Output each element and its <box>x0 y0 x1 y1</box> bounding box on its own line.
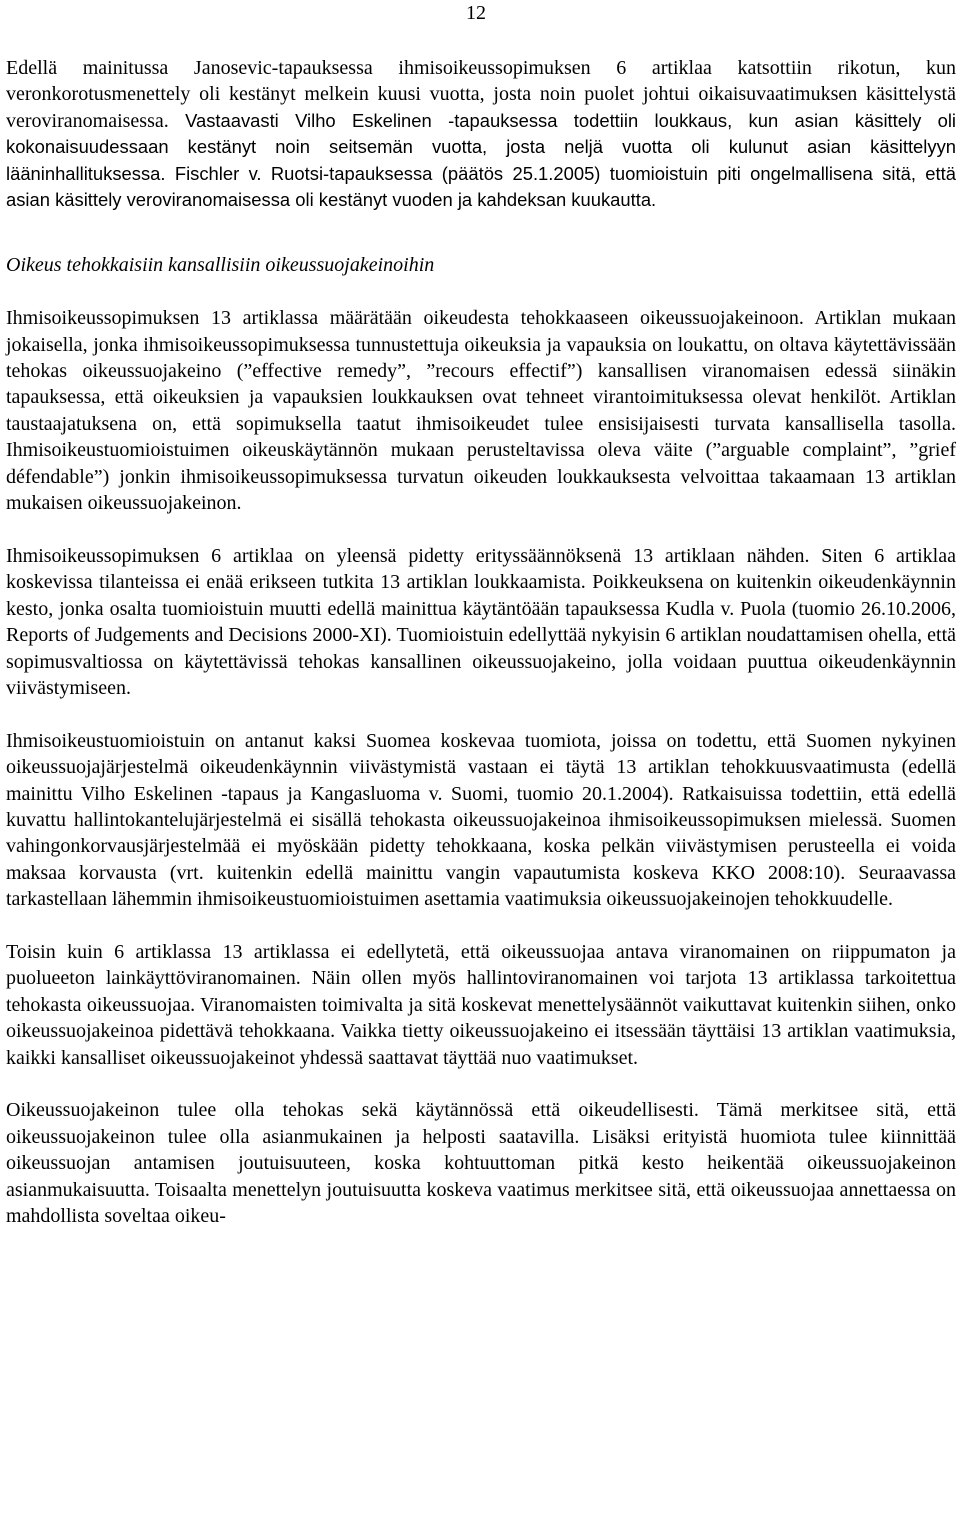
paragraph-5: Toisin kuin 6 artiklassa 13 artiklassa ei edellytetä, että oikeussuojaa antava viranomainen on riippumaton ja puolueeton lainkäyttöviranomainen. Näin ollen myös hallintoviranomainen voi tarjota 13 artiklassa tarkoitettua tehokasta oikeussuojaa. Viranomaisten toimivalta ja sitä koskevat menettelysäännöt vaikuttavat kuitenkin siihen, onko oikeussuojakeinoa pidettävä tehokkaana. Vaikka tietty oikeussuojakeino ei itsessään täyttäisi 13 artiklan vaatimuksia, kaikki kansalliset oikeussuojakeinot yhdessä saattavat täyttää nuo vaatimukset. <box>6 940 956 1069</box>
paragraph-4: Ihmisoikeustuomioistuin on antanut kaksi Suomea koskevaa tuomiota, joissa on todettu, että Suomen nykyinen oikeussuojajärjestelmä oikeudenkäynnin viivästymistä vastaan ei täytä 13 artiklan tehokkuusvaatimusta (edellä mainittu Vilho Eskelinen -tapaus ja Kangasluoma v. Suomi, tuomio 20.1.2004). Ratkaisuissa todettiin, että edellä kuvattu hallintokantelujärjestelmä ei sisällä tehokasta oikeussuojakeinoa ihmisoikeussopimuksen mielessä. Suomen vahingonkorvausjärjestelmää ei myöskään pidetty tehokkaana, koska pelkän viivästymisen perusteella ei voida maksaa korvausta (vrt. kuitenkin edellä mainittu vangin vapautumista koskeva KKO 2008:10). Seuraavassa tarkastellaan lähemmin ihmisoikeustuomioistuimen asettamia vaatimuksia oikeussuojakeinojen tehokkuudelle. <box>6 729 956 911</box>
paragraph-3: Ihmisoikeussopimuksen 6 artiklaa on yleensä pidetty erityssäännöksenä 13 artiklaan nähden. Siten 6 artiklaa koskevissa tilanteissa ei enää erikseen tutkita 13 artiklan loukkaamista. Poikkeuksena on kuitenkin oikeudenkäynnin kesto, jonka osalta tuomioistuin muutti edellä mainittua käytäntöään tapauksessa Kudla v. Puola (tuomio 26.10.2006, Reports of Judgements and Decisions 2000-XI). Tuomioistuin edellyttää nykyisin 6 artiklan noudattamisen ohella, että sopimusvaltiossa on käytettävissä tehokas kansallinen oikeussuojakeino, jolla voidaan puuttua oikeudenkäynnin viivästymiseen. <box>6 544 956 699</box>
paragraph-6: Oikeussuojakeinon tulee olla tehokas sekä käytännössä että oikeudellisesti. Tämä merkitsee sitä, että oikeussuojakeinon tulee olla asianmukainen ja helposti saatavilla. Lisäksi erityistä huomiota tulee kiinnittää oikeussuojan antamisen joutuisuuteen, koska kohtuuttoman pitkä kesto heikentää oikeussuojakeinon asianmukaisuutta. Toisaalta menettelyn joutuisuutta koskeva vaatimus merkitsee sitä, että oikeussuojaa annettaessa on mahdollista soveltaa oikeu- <box>6 1099 956 1227</box>
paragraph-1-part-b: Vastaavasti Vilho Eskelinen -tapauksessa todettiin loukkaus, kun asian käsittely oli kokonaisuudessaan kestänyt noin seitsemän vuotta, josta neljä vuotta oli kulunut asian käsittelyyn lääninhallituksessa. Fischler v. Ruotsi-tapauksessa (päätös 25.1.2005) tuomioistuin piti ongelmallisena sitä, että asian käsittely veroviranomaisessa oli kestänyt vuoden ja kahdeksan kuukautta. <box>6 109 956 211</box>
spacer <box>6 279 956 305</box>
spacer <box>6 213 956 252</box>
section-heading: Oikeus tehokkaisiin kansallisiin oikeussuojakeinoihin <box>6 254 435 277</box>
page-number: 12 <box>466 2 486 24</box>
spacer <box>6 913 956 939</box>
paragraph-1 <box>6 55 956 213</box>
paragraph-2: Ihmisoikeussopimuksen 13 artiklassa määrätään oikeudesta tehokkaaseen oikeussuojakeinoon. Artiklan mukaan jokaisella, jonka ihmisoikeussopimuksessa tunnustettuja oikeuksia ja vapauksia on loukattu, on oltava käytettävissään tehokas oikeussuojakeino (”effective remedy”, ”recours effectif”) kansallisen viranomaisen edessä siinäkin tapauksessa, että oikeuksien ja vapauksien loukkauksen ovat tehneet virantoimituksessa olevat henkilöt. Artiklan taustaajatuksena on, että sopimuksella taatut ihmisoikeudet tulee ensisijaisesti turvata kansallisella tasolla. Ihmisoikeustuomioistuimen oikeuskäytännön mukaan perusteltavissa oleva väite (”arguable complaint”, ”grief défendable”) jonkin ihmisoikeussopimuksessa turvatun oikeuden loukkauksesta velvoittaa takaamaan 13 artiklan mukaisen oikeussuojakeinon. <box>6 307 956 515</box>
spacer <box>6 701 956 727</box>
paragraph-1-part-a: Edellä mainitussa Janosevic-tapauksessa ihmisoikeussopimuksen 6 artiklaa katsottiin rikotun, kun veronkorotusmenettely oli kestänyt melkein kuusi vuotta, josta noin puolet johtui oikaisuvaatimuksen käsittelystä veroviranomaisessa. <box>6 57 956 132</box>
spacer <box>6 516 956 542</box>
spacer <box>6 1071 956 1097</box>
document-body <box>6 55 956 1229</box>
